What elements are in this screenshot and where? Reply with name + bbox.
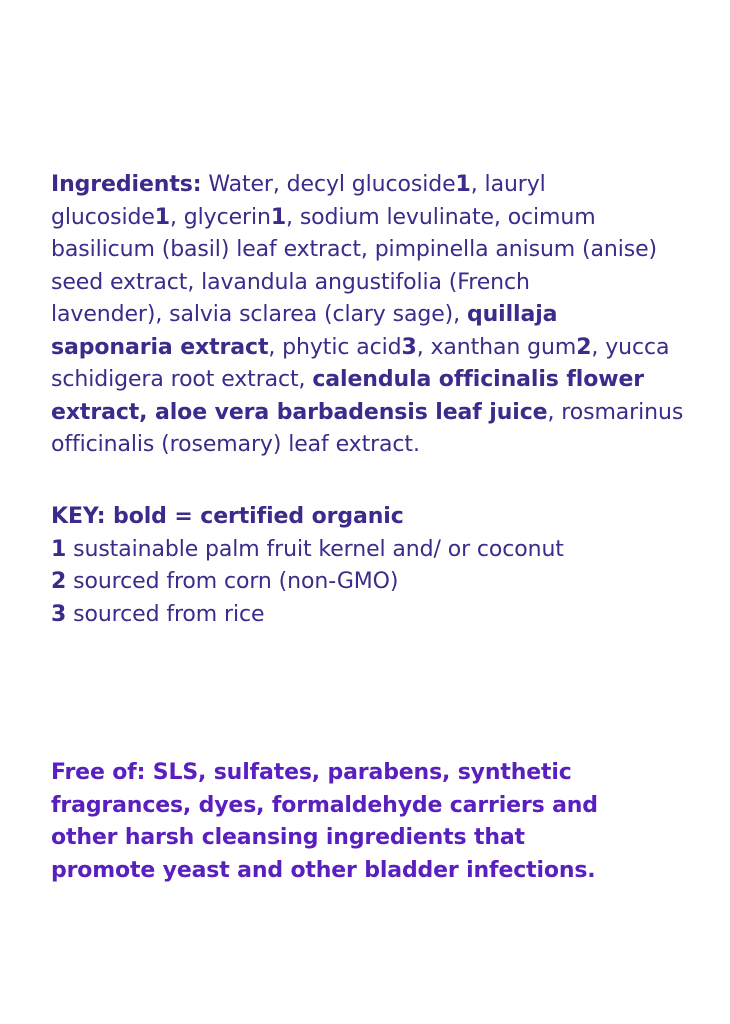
free-of-statement	[51, 757, 691, 887]
footnote-text: sourced from corn (non-GMO)	[66, 569, 399, 594]
footnote-marker: 1	[270, 204, 287, 230]
ingredients-segment: seed extract, lavandula angustifolia (French	[51, 269, 530, 295]
ingredients-line	[51, 299, 711, 332]
ingredients-paragraph	[51, 169, 711, 462]
ingredients-segment: , sodium levulinate, ocimum	[286, 204, 596, 230]
organic-ingredient: saponaria extract	[51, 334, 269, 360]
ingredients-segment: , rosmarinus	[547, 399, 684, 425]
ingredients-segment: lavender), salvia sclarea (clary sage),	[51, 302, 467, 327]
footnote-3	[51, 599, 711, 632]
free-of-line: fragrances, dyes, formaldehyde carriers and	[51, 792, 598, 818]
ingredients-line	[51, 234, 711, 267]
footnote-marker: 1	[154, 204, 170, 230]
footnote-marker: 3	[401, 334, 417, 360]
footnote-2	[51, 566, 711, 599]
ingredients-line	[51, 397, 711, 430]
footnote-text: sustainable palm fruit kernel and/ or coconut	[66, 536, 564, 562]
ingredients-line	[51, 267, 711, 300]
ingredients-segment: basilicum (basil) leaf extract, pimpinella anisum (anise)	[51, 237, 658, 262]
footnote-1	[51, 534, 711, 567]
ingredients-segment: officinalis (rosemary) leaf extract.	[51, 432, 420, 457]
ingredients-segment: , lauryl	[470, 172, 546, 197]
ingredients-segment: , glycerin	[169, 204, 271, 230]
footnote-marker: 2	[576, 334, 592, 360]
key-heading: KEY: bold = certified organic	[51, 504, 404, 529]
footnote-marker: 1	[455, 172, 471, 197]
ingredients-line	[51, 169, 711, 202]
organic-ingredient: quillaja	[466, 302, 558, 327]
free-of-line: promote yeast and other bladder infections.	[51, 857, 596, 883]
footnote-number: 2	[51, 569, 67, 594]
ingredients-segment: Water, decyl glucoside	[201, 172, 456, 197]
ingredients-segment: schidigera root extract,	[51, 367, 313, 392]
organic-ingredient: calendula officinalis flower	[312, 367, 645, 392]
ingredients-line	[51, 364, 711, 397]
ingredients-segment: , yucca	[591, 334, 670, 360]
ingredients-segment: , phytic acid	[268, 334, 402, 360]
organic-ingredient: extract, aloe vera barbadensis leaf juice	[51, 399, 548, 425]
ingredients-line	[51, 332, 711, 365]
free-of-line: other harsh cleansing ingredients that	[51, 825, 525, 850]
footnote-number: 3	[51, 601, 67, 627]
key-section	[51, 501, 711, 631]
ingredients-label: Ingredients:	[51, 172, 202, 197]
free-of-line: Free of: SLS, sulfates, parabens, synthetic	[51, 760, 572, 785]
footnote-number: 1	[51, 536, 67, 562]
ingredients-line	[51, 202, 711, 235]
footnote-text: sourced from rice	[66, 601, 265, 627]
ingredients-segment: , xanthan gum	[416, 334, 577, 360]
ingredients-line	[51, 429, 711, 462]
ingredients-segment: glucoside	[51, 204, 155, 230]
